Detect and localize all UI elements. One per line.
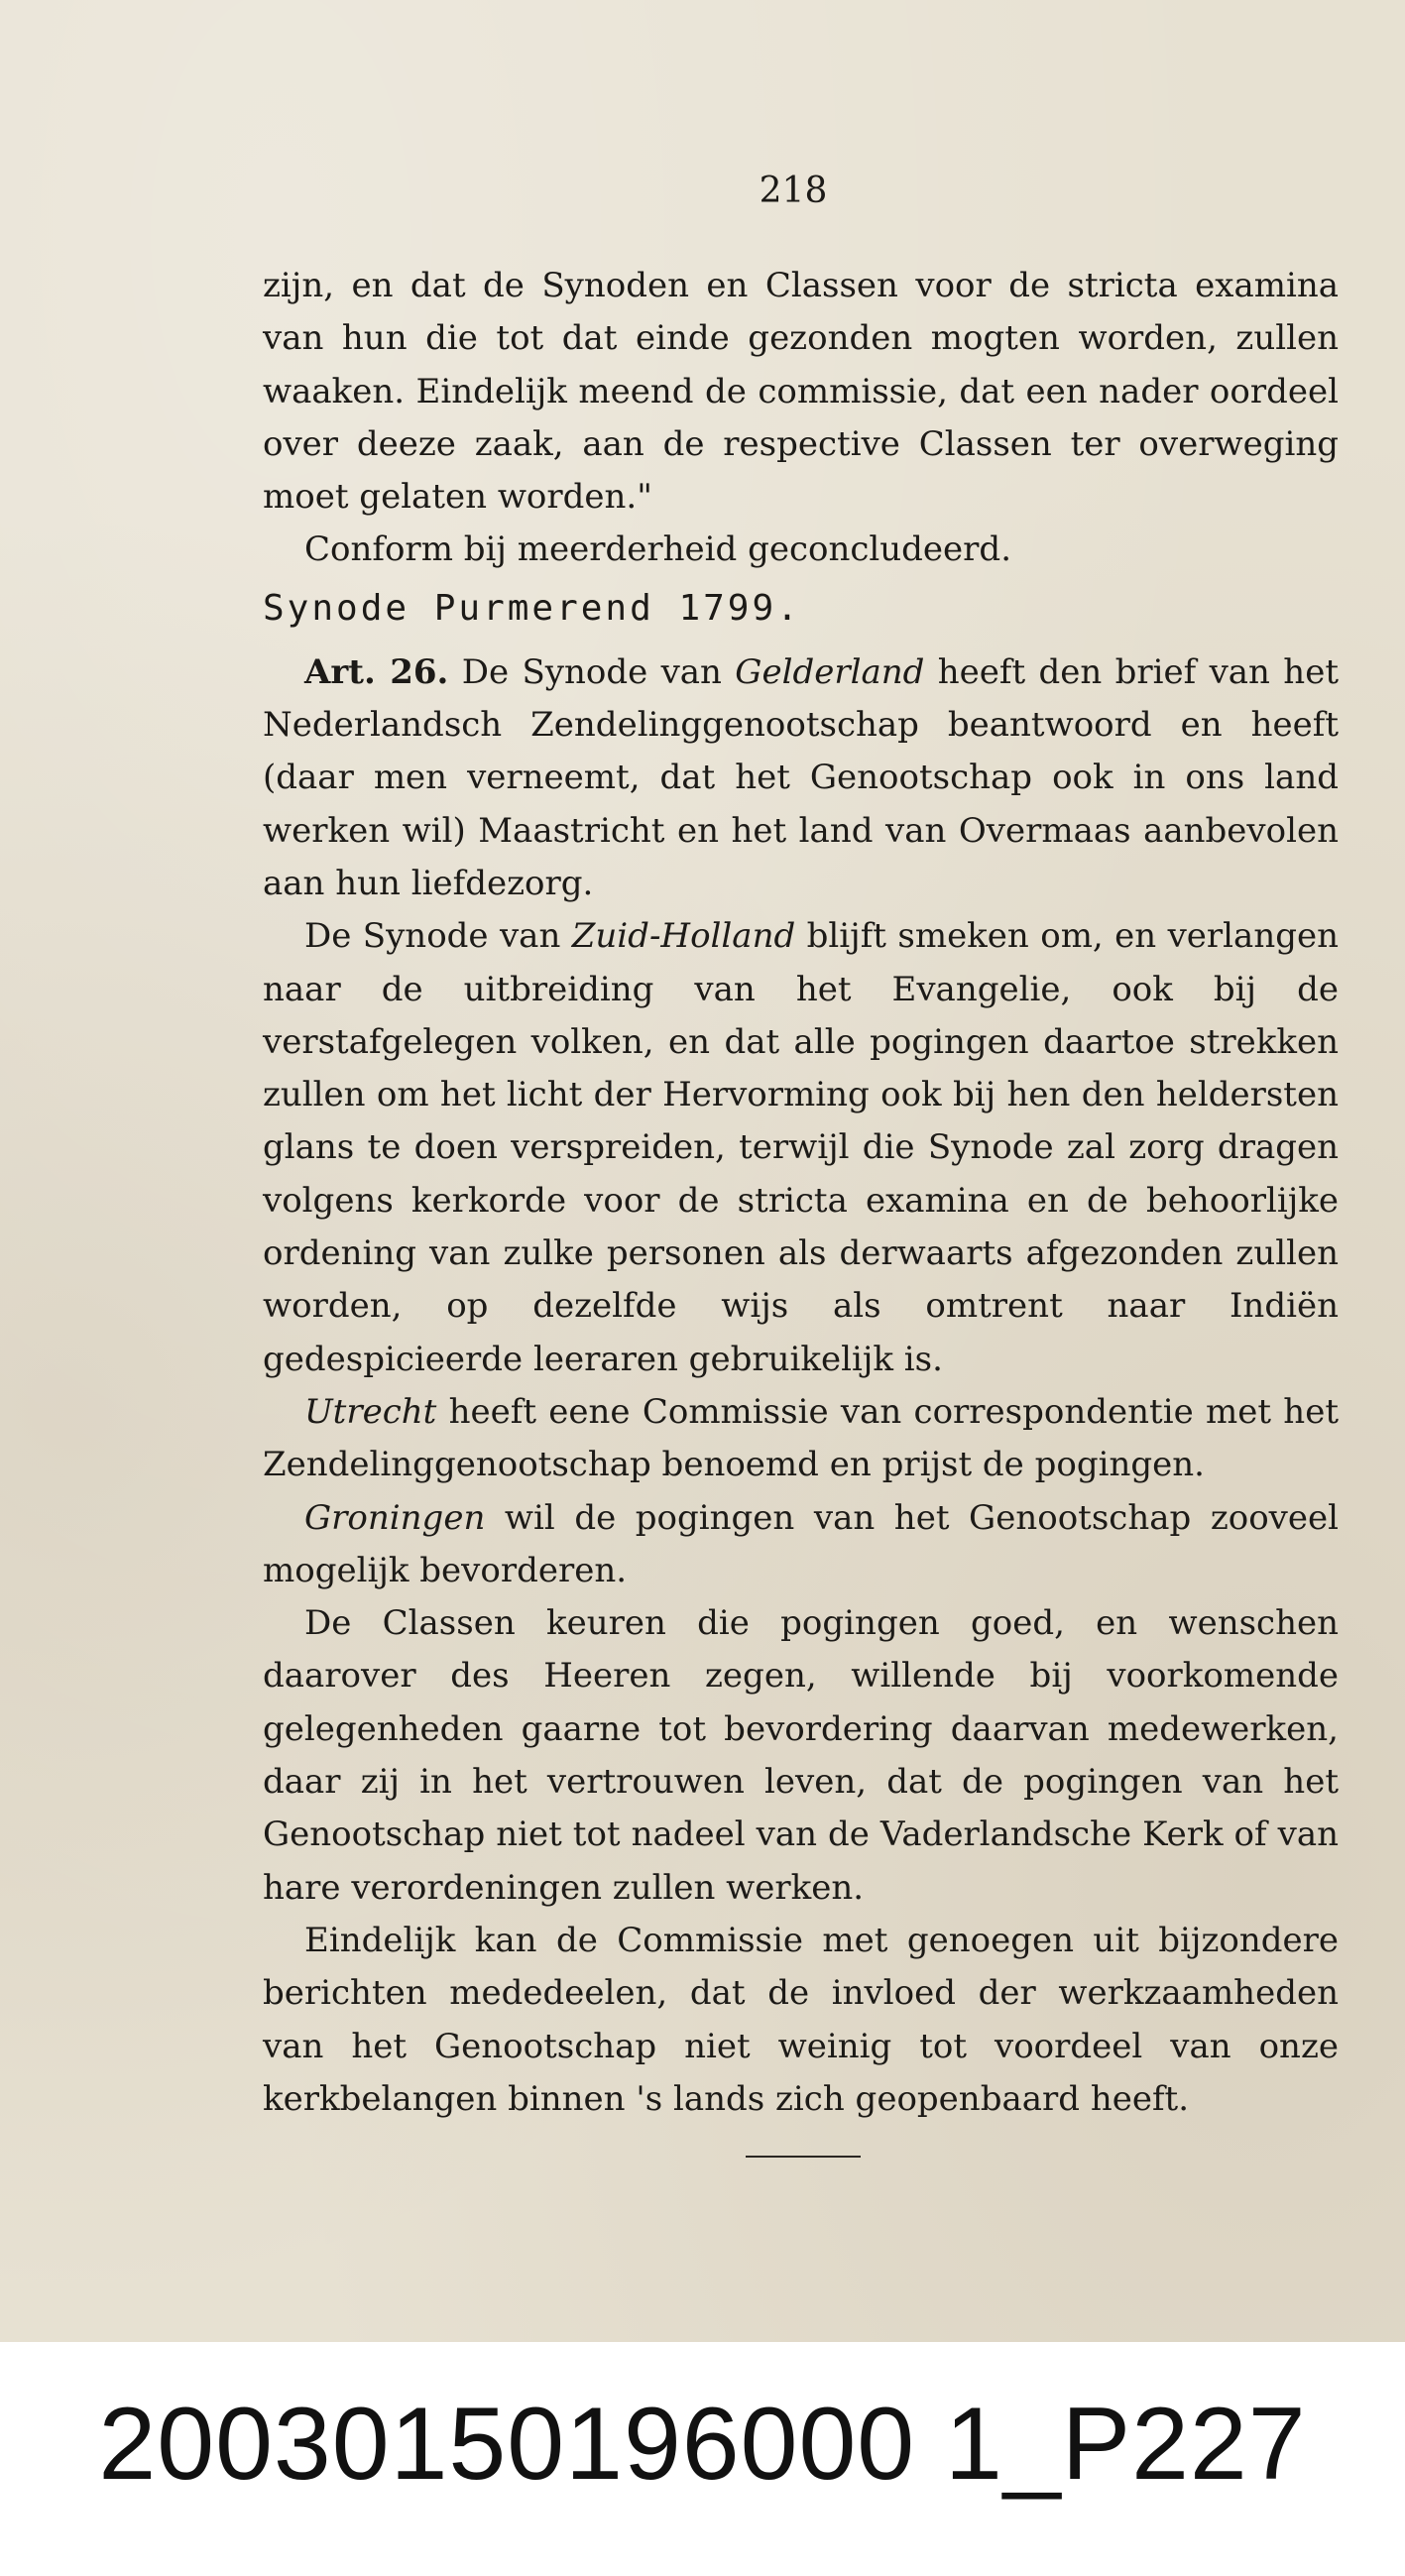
paragraph-classen: De Classen keuren die pogingen goed, en wenschen daarover des Heeren zegen, willende bij voorkomende gelegenheden gaarne tot bevordering daarvan medewerken, daar zij in het vertrouwen leven, dat de pogingen van het Genootschap niet tot nadeel van de Vaderlandsche Kerk of van hare verordeningen zullen werken. [263,1603,1339,1908]
place-name: Zuid-Holland [571,916,796,957]
paragraph-text-pre: De Synode van [304,916,572,957]
section-end-rule [746,2156,861,2158]
body-text [263,260,1339,2126]
paragraph-eindelijk: Eindelijk kan de Commissie met genoegen uit bijzondere berichten mededeelen, dat de invloed der werkzaamheden van het Genootschap niet weinig tot voordeel van onze kerkbelangen binnen 's lands zich geopenbaard heeft. [263,1920,1339,2119]
section-heading: Synode Purmerend 1799. [263,587,801,629]
place-name: Utrecht [304,1391,437,1432]
paragraph-text-post: heeft eene Commissie van correspondentie met het Zendelinggenootschap benoemd en prijst de pogingen. [263,1391,1339,1485]
paragraph-groningen [263,1492,1339,1598]
place-name: Gelderland [735,651,925,692]
paragraph-text-pre: De Synode van [448,651,736,692]
scan-identifier: 20030150196000 1_P227 [98,2387,1307,2502]
paragraph-text-post: wil de pogingen van het Genootschap zooveel mogelijk bevorderen. [263,1497,1339,1590]
paragraph-text-post: blijft smeken om, en verlangen naar de uitbreiding van het Evangelie, ook bij de verstafgelegen volken, en dat alle pogingen daartoe strekken zullen om het licht der Hervorming ook bij hen den heldersten glans te doen verspreiden, terwijl die Synode zal zorg dragen volgens kerkorde voor de stricta examina en de behoorlijke ordening van zulke personen als derwaarts afgezonden zullen worden, op dezelfde wijs als omtrent naar Indiën gedespicieerde leeraren gebruikelijk is. [263,916,1340,1379]
place-name: Groningen [304,1497,486,1538]
paragraph-continuation: zijn, en dat de Synoden en Classen voor de stricta examina van hun die tot dat einde gezonden mogten worden, zullen waaken. Eindelijk meend de commissie, dat een nader oordeel over deeze zaak, aan de respective Classen ter overweging moet gelaten worden." [263,266,1339,518]
paragraph-conclusion: Conform bij meerderheid geconcludeerd. [304,529,1012,570]
page-number: 218 [759,171,828,211]
paragraph-zuid-holland [263,910,1339,1386]
article-label: Art. 26. [304,651,449,692]
paragraph-art-26 [263,646,1339,910]
paragraph-utrecht [263,1386,1339,1492]
paragraph-text-post: heeft den brief van het Nederlandsch Zendelinggenootschap beantwoord en heeft (daar men verneemt, dat het Genootschap ook in ons land werken wil) Maastricht en het land van Overmaas aanbevolen aan hun liefdezorg. [263,651,1339,903]
